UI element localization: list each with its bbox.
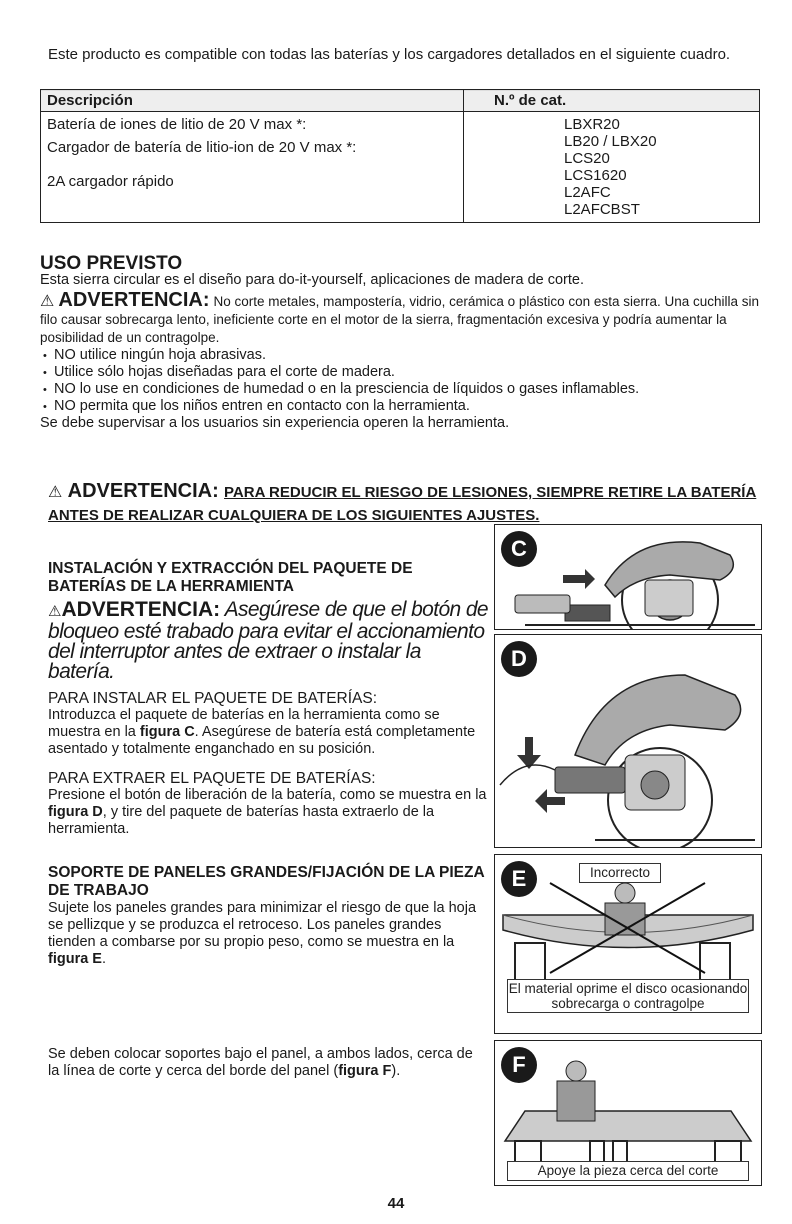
install-title: PARA INSTALAR EL PAQUETE DE BATERÍAS: xyxy=(48,690,378,707)
uso-bullet-list xyxy=(40,347,760,415)
intro-text: Este producto es compatible con todas las baterías y los cargadores detallados en el siguiente cuadro. xyxy=(48,46,731,63)
figure-d-ref: figura D xyxy=(48,804,103,820)
figure-f-caption: Apoye la pieza cerca del corte xyxy=(507,1161,749,1181)
list-item: • NO utilice ningún hoja abrasivas. xyxy=(40,347,760,364)
uso-line: Esta sierra circular es el diseño para do-it-yourself, aplicaciones de madera de corte. xyxy=(40,272,585,288)
figure-d-badge: D xyxy=(501,641,537,677)
cat-lb20: LB20 / LBX20 xyxy=(564,133,657,150)
figure-c-ref: figura C xyxy=(139,724,195,740)
figure-e-ref: figura E xyxy=(48,951,102,967)
cat-lbxr20: LBXR20 xyxy=(564,116,620,133)
warning-triangle-icon: ⚠ xyxy=(48,484,63,501)
uso-warning xyxy=(40,289,760,347)
battery-install-section xyxy=(48,560,488,838)
description-battery: Batería de iones de litio de 20 V max *: xyxy=(47,116,307,133)
support-text-a: Sujete los paneles grandes para minimizar el riesgo de que la hoja se pellizque y se produzca el retroceso. Los paneles grandes tienden a combarse por su propio peso, como se muestra en la xyxy=(48,900,477,950)
uso-previsto-body xyxy=(40,272,760,432)
incorrect-label: Incorrecto xyxy=(579,863,661,883)
warning-triangle-icon: ⚠ xyxy=(48,603,62,620)
install-text-a: Introduzca el paquete de baterías en la herramienta como se muestra en la xyxy=(48,707,440,740)
support-heading: SOPORTE DE PANELES GRANDES/FIJACIÓN DE LA PIEZA DE TRABAJO xyxy=(48,864,485,899)
cat-l2afc: L2AFC xyxy=(564,184,611,201)
figure-e xyxy=(494,854,762,1034)
page-number: 44 xyxy=(387,1195,405,1212)
table-header-catalog: N.º de cat. xyxy=(464,90,760,112)
remove-title: PARA EXTRAER EL PAQUETE DE BATERÍAS: xyxy=(48,770,376,787)
support-text-b: Se deben colocar soportes bajo el panel, a ambos lados, cerca de la línea de corte y cerca del borde del panel ( xyxy=(48,1046,473,1079)
cat-lcs1620: LCS1620 xyxy=(564,167,627,184)
table-description-cell xyxy=(41,112,464,223)
table-catalog-cell xyxy=(464,112,760,223)
uso-previsto-heading: USO PREVISTO xyxy=(40,253,183,274)
figure-e-caption: El material oprime el disco ocasionando sobrecarga o contragolpe xyxy=(508,981,748,1011)
remove-text-a: Presione el botón de liberación de la batería, como se muestra en la xyxy=(48,787,487,803)
warning-triangle-icon: ⚠ xyxy=(40,293,55,310)
figure-e-badge: E xyxy=(501,861,537,897)
remove-text-b: , y tire del paquete de baterías hasta extraerlo de la herramienta. xyxy=(48,804,435,837)
warning-text: PARA REDUCIR EL RIESGO DE LESIONES, SIEMPRE RETIRE LA BATERÍA ANTES DE REALIZAR CUALQUIERA DE LOS SIGUIENTES AJUSTES. xyxy=(48,484,757,524)
uso-warning-label: ADVERTENCIA: xyxy=(58,289,210,311)
cat-l2afcbst: L2AFCBST xyxy=(564,201,640,218)
figure-f xyxy=(494,1040,762,1186)
figure-c-badge: C xyxy=(501,531,537,567)
install-warning xyxy=(48,600,490,682)
uso-warning-text: No corte metales, mampostería, vidrio, cerámica o plástico con esta sierra. Una cuchilla sin filo causar sobrecarga lento, ineficiente corte en el motor de la sierra, fragmentación excesiva y podría aumentar la posibilidad de un contragolpe. xyxy=(40,294,760,345)
figure-c xyxy=(494,524,762,630)
install-warning-label: ADVERTENCIA: xyxy=(61,598,221,621)
uso-closing: Se debe supervisar a los usuarios sin experiencia operen la herramienta. xyxy=(40,415,510,431)
figure-d xyxy=(494,634,762,848)
description-fast-charger: 2A cargador rápido xyxy=(47,173,174,190)
support-text xyxy=(48,900,488,968)
support-note-text xyxy=(48,1046,488,1080)
table-header-description: Descripción xyxy=(41,90,464,112)
remove-text xyxy=(48,787,488,838)
battery-removal-warning xyxy=(48,480,768,527)
install-heading: INSTALACIÓN Y EXTRACCIÓN DEL PAQUETE DE BATERÍAS DE LA HERRAMIENTA xyxy=(48,560,413,595)
install-warning-text: Asegúrese de que el botón de bloqueo esté trabado para evitar el accionamiento del interruptor antes de extraer o instalar la batería. xyxy=(48,598,489,683)
support-text-a-end: . xyxy=(101,951,107,967)
install-text-b: . Asegúrese de batería está completamente asentado y totalmente enganchado en su posición. xyxy=(48,724,476,757)
figure-f-badge: F xyxy=(501,1047,537,1083)
support-text-b-end: ). xyxy=(391,1063,401,1079)
list-item: • NO permita que los niños entren en contacto con la herramienta. xyxy=(40,398,760,415)
install-text xyxy=(48,707,488,758)
panel-support-note xyxy=(48,1046,488,1080)
warning-label: ADVERTENCIA: xyxy=(67,480,219,502)
panel-support-section xyxy=(48,864,488,968)
cat-lcs20: LCS20 xyxy=(564,150,610,167)
figure-f-ref: figura F xyxy=(338,1063,392,1079)
list-item: • Utilice sólo hojas diseñadas para el corte de madera. xyxy=(40,364,760,381)
list-item: • NO lo use en condiciones de humedad o en la presciencia de líquidos o gases inflamables. xyxy=(40,381,760,398)
description-charger: Cargador de batería de litio-ion de 20 V max *: xyxy=(47,139,357,156)
compatibility-table xyxy=(40,89,760,223)
